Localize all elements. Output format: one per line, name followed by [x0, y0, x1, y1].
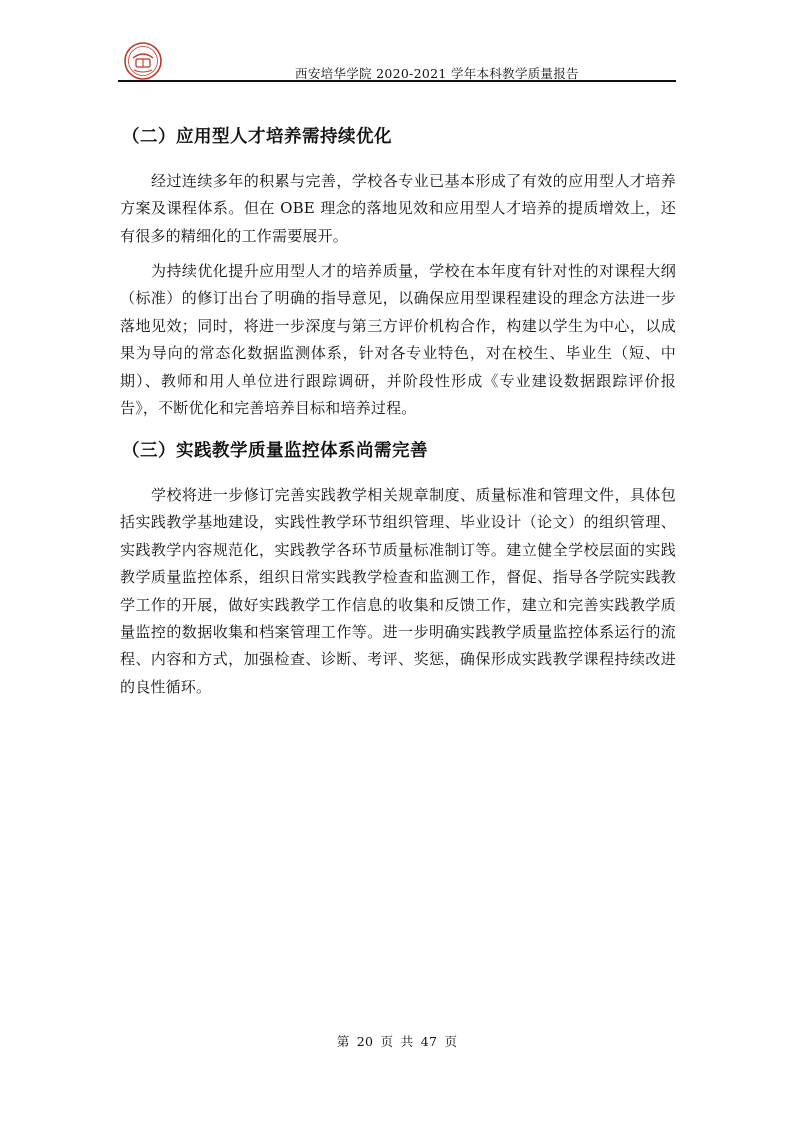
section-heading-3: （三）实践教学质量监控体系尚需完善 — [122, 441, 428, 461]
section-heading-2: （二）应用型人才培养需持续优化 — [122, 127, 392, 147]
header-title: 西安培华学院 2020-2021 学年本科教学质量报告 — [295, 66, 579, 81]
section-2-paragraph-2: 为持续优化提升应用型人才的培养质量，学校在本年度有针对性的对课程大纲（标准）的修订出台了明确的指导意见，以确保应用型课程建设的理念方法进一步落地见效；同时，将进一步深度与第三方评价机构合作，构建以学生为中心，以成果为导向的常态化数据监测体系，针对各专业特色，对在校生、毕业生（短、中期）、教师和用人单位进行跟踪调研，并阶段性形成《专业建设数据跟踪评价报告》，不断优化和完善培养目标和培养过程。 — [120, 262, 676, 418]
section-2-paragraph-1: 经过连续多年的积累与完善，学校各专业已基本形成了有效的应用型人才培养方案及课程体系。但在 OBE 理念的落地见效和应用型人才培养的提质增效上，还有很多的精细化的工作需要展开。 — [120, 172, 676, 245]
page-number: 第 20 页 共 47 页 — [336, 1034, 458, 1049]
header-divider — [118, 80, 676, 82]
section-3-paragraph-1: 学校将进一步修订完善实践教学相关规章制度、质量标准和管理文件，具体包括实践教学基地建设，实践性教学环节组织管理、毕业设计（论文）的组织管理、实践教学内容规范化，实践教学各环节质量标准制订等。建立健全学校层面的实践教学质量监控体系，组织日常实践教学检查和监测工作，督促、指导各学院实践教学工作的开展，做好实践教学工作信息的收集和反馈工作，建立和完善实践教学质量监控的数据收集和档案管理工作等。进一步明确实践教学质量监控体系运行的流程、内容和方式，加强检查、诊断、考评、奖惩，确保形成实践教学课程持续改进的良性循环。 — [120, 486, 676, 696]
